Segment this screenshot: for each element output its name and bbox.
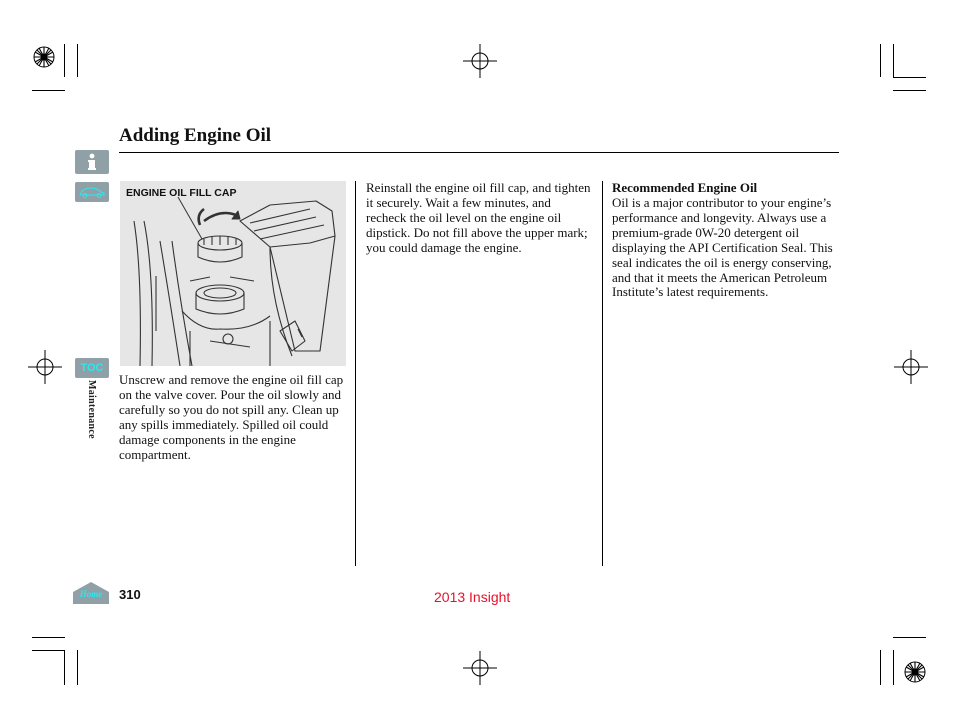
info-tab-button[interactable] (75, 150, 109, 174)
engine-oil-fill-cap-figure (120, 181, 346, 366)
registration-target-icon (463, 651, 497, 685)
column-1-text: Unscrew and remove the engine oil fill cap on the valve cover. Pour the oil slowly and carefully so you do not spill any. Clean up any spills immediately. Spilled oil could damage components in the engine compartment. (119, 372, 344, 462)
crop-mark (77, 650, 78, 685)
crop-mark (893, 637, 926, 638)
home-button[interactable] (73, 582, 109, 604)
info-icon (86, 153, 98, 171)
registration-target-icon (463, 44, 497, 78)
footer-model-name: 2013 Insight (434, 589, 511, 605)
engine-illustration (120, 181, 346, 366)
column-divider (602, 181, 603, 566)
registration-target-icon (28, 350, 62, 384)
crop-mark (64, 44, 65, 77)
toc-button[interactable]: TOC (75, 358, 109, 378)
column-divider (355, 181, 356, 566)
section-label: Maintenance (86, 380, 97, 439)
column-2-text: Reinstall the engine oil fill cap, and tighten it securely. Wait a few minutes, and recheck the oil level on the engine oil dipstick. Do not fill above the upper mark; you could damage the engine. (366, 180, 591, 255)
vehicle-tab-button[interactable] (75, 182, 109, 202)
crop-mark (64, 650, 65, 685)
crop-mark (880, 44, 881, 77)
crop-mark (77, 44, 78, 77)
crop-mark (32, 650, 65, 651)
crop-mark (893, 77, 926, 78)
column-3-text: Oil is a major contributor to your engine’s performance and longevity. Always use a premium-grade 0W-20 detergent oil displaying the API Certification Seal. This seal indicates the oil is energy conserving, and that it meets the American Petroleum Institute’s latest requirements. (612, 195, 833, 300)
crop-mark (32, 90, 65, 91)
page-number: 310 (119, 587, 141, 602)
crop-mark (893, 650, 894, 685)
car-icon (77, 185, 107, 199)
crop-mark (893, 90, 926, 91)
crop-mark (32, 637, 65, 638)
registration-burst-icon (904, 661, 926, 683)
title-divider (119, 152, 839, 153)
crop-mark (880, 650, 881, 685)
home-label: Home (79, 589, 103, 599)
registration-target-icon (894, 350, 928, 384)
recommended-oil-heading: Recommended Engine Oil (612, 180, 758, 195)
figure-caption: ENGINE OIL FILL CAP (126, 187, 237, 199)
page-title: Adding Engine Oil (119, 125, 272, 146)
crop-mark (893, 44, 894, 77)
registration-burst-icon (33, 46, 55, 68)
